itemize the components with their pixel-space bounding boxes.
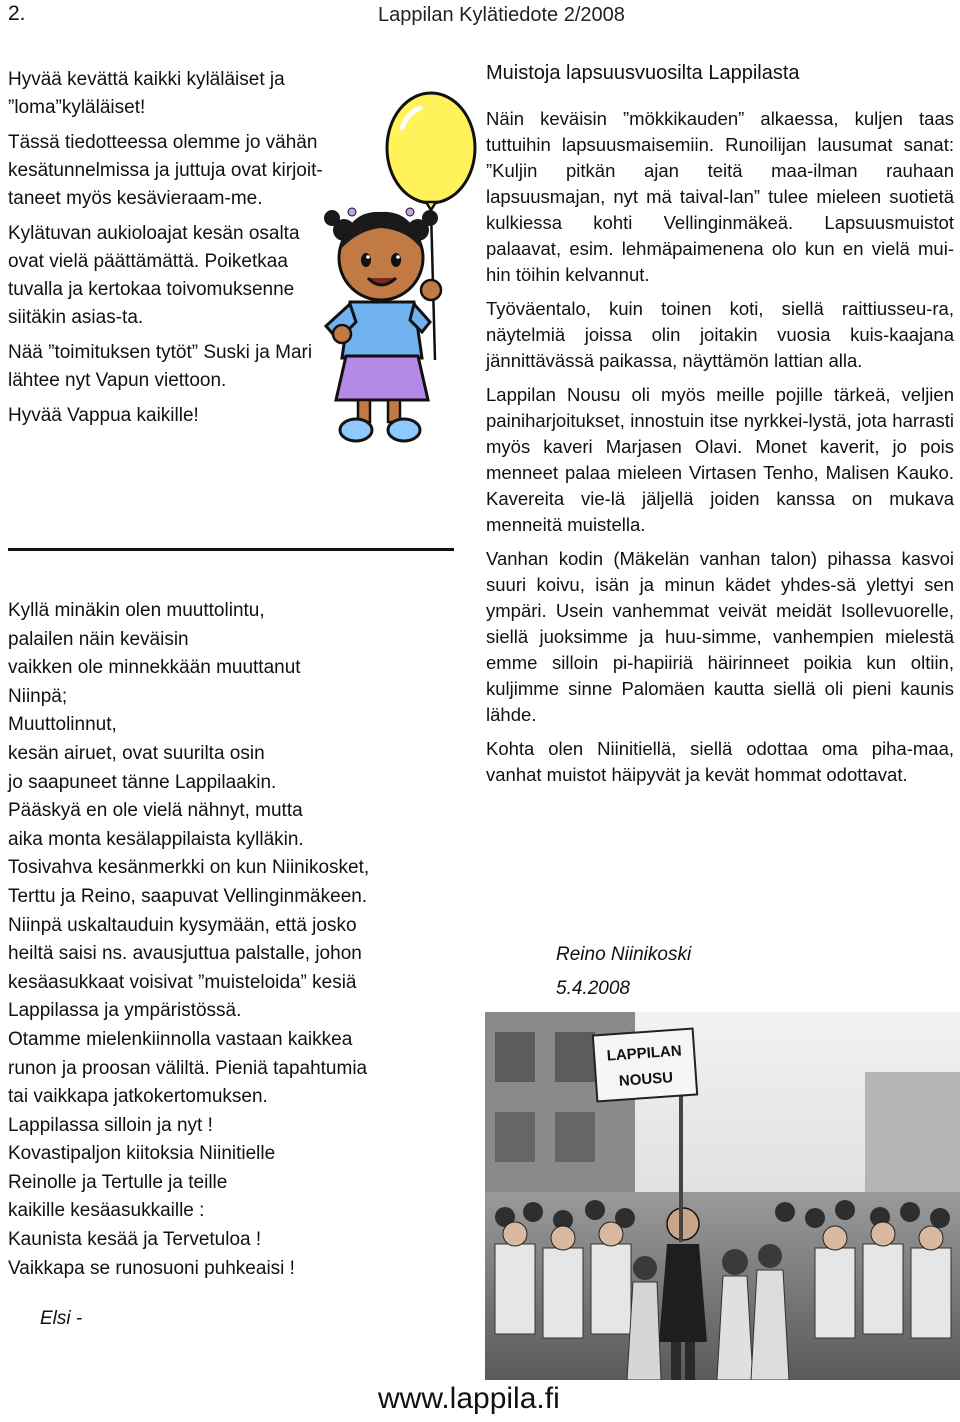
article-date: 5.4.2008 bbox=[556, 978, 630, 999]
poem-line: Muuttolinnut, bbox=[8, 714, 117, 736]
sign-text-line-1: LAPPILAN bbox=[606, 1042, 683, 1065]
poem-line: Kaunista kesää ja Tervetuloa ! bbox=[8, 1229, 262, 1251]
intro-paragraph-4: Hyvää Vappua kaikille! bbox=[8, 405, 199, 426]
poem-line: kaikille kesäasukkaille : bbox=[8, 1200, 205, 1222]
parade-photo bbox=[485, 1012, 960, 1380]
article-paragraph: Näin keväisin ”mökkikauden” alkaessa, kuljen taas tuttuihin lapsuusmaisemiin. Runoilijan lausumat sanat: ”Kuljin pitkän ajan teitä maa-ilman rauhaan lapsuusmajan, nyt mä taival-lan” tulee mieleen suotietä kulkiessa kohti Vellinginmäkeä. Lapsuusmuistot palaavat, esim. lehmäpaimenena olo kun en vielä mui-hin töihin kelvannut. bbox=[486, 108, 954, 285]
poem-line: vaikken ole minnekkään muuttanut bbox=[8, 657, 301, 679]
poem-line: Niinpä uskaltauduin kysymään, että josko bbox=[8, 914, 357, 936]
intro-paragraph-1: Tässä tiedotteessa olemme jo vähän kesätunnelmissa ja juttuja ovat kirjoit-taneet myös kesävieraam-me. bbox=[8, 132, 323, 209]
sign-text-line-2: NOUSU bbox=[618, 1069, 674, 1090]
article-author: Reino Niinikoski bbox=[556, 944, 692, 965]
article-byline bbox=[556, 938, 691, 1006]
poem-line: palailen näin keväisin bbox=[8, 628, 189, 650]
girl-with-balloon-illustration bbox=[318, 90, 480, 450]
poem-line: Pääskyä en ole vielä nähnyt, mutta bbox=[8, 800, 303, 822]
poem-line: Lappilassa silloin ja nyt ! bbox=[8, 1114, 213, 1136]
poem-section bbox=[8, 597, 458, 1283]
poem-line: kesän airuet, ovat suurilta osin bbox=[8, 742, 265, 764]
poem-line: Otamme mielenkiinnolla vastaan kaikkea bbox=[8, 1028, 353, 1050]
poem-line: Vaikkapa se runosuoni puhkeaisi ! bbox=[8, 1257, 295, 1279]
footer-url: www.lappila.fi bbox=[378, 1382, 560, 1415]
article-paragraph: Lappilan Nousu oli myös meille pojille tärkeä, veljien painiharjoitukset, innostuin itse nyrkkei-lystä, jota harrasti myös kaveri Marjasen Olavi. Monet kaverit, jo pois menneet palaa mieleen Virtasen Tenho, Malisen Kauko. Kavereita vie-lä jäljellä joiden kanssa on mukava menneitä muistella. bbox=[486, 384, 954, 535]
intro-section bbox=[8, 66, 338, 437]
poem-line: heiltä saisi ns. avausjuttua palstalle, johon bbox=[8, 943, 362, 965]
girl-icon bbox=[324, 208, 441, 441]
poem-line: Kyllä minäkin olen muuttolintu, bbox=[8, 600, 265, 621]
article-paragraph: Kohta olen Niinitiellä, siellä odottaa oma piha-maa, vanhat muistot häipyvät ja kevät hommat odottavat. bbox=[486, 738, 954, 785]
newsletter-title: Lappilan Kylätiedote 2/2008 bbox=[378, 4, 625, 26]
poem-line: Reinolle ja Tertulle ja teille bbox=[8, 1171, 228, 1193]
poem-line: aika monta kesälappilaista kylläkin. bbox=[8, 828, 304, 850]
poem-line: tai vaikkapa jatkokertomuksen. bbox=[8, 1086, 268, 1108]
poem-line: Terttu ja Reino, saapuvat Vellinginmäkeen. bbox=[8, 885, 368, 907]
intro-greeting: Hyvää kevättä kaikki kyläläiset ja ”loma”kyläläiset! bbox=[8, 69, 285, 118]
poem-line: kesäasukkaat voisivat ”muisteloida” kesiä bbox=[8, 971, 357, 993]
poem-line: Lappilassa ja ympäristössä. bbox=[8, 1000, 242, 1022]
intro-paragraph-3: Nää ”toimituksen tytöt” Suski ja Mari lähtee nyt Vapun viettoon. bbox=[8, 342, 313, 391]
poem-line: Tosivahva kesänmerkki on kun Niinikosket, bbox=[8, 857, 370, 879]
poem-line: runon ja proosan väliltä. Pieniä tapahtumia bbox=[8, 1057, 368, 1079]
poem-line: Niinpä; bbox=[8, 685, 68, 707]
poem-line: jo saapuneet tänne Lappilaakin. bbox=[8, 771, 277, 793]
article-paragraph: Vanhan kodin (Mäkelän vanhan talon) pihassa kasvoi suuri koivu, isän ja minun kädet yhdes-sä ylettyi sen ympäri. Usein vanhemmat veivät meidät Isollevuorelle, siellä juoksimme ja huu-simme, vanhempien mielestä emme silloin pi-hapiiriä häirinneet poikia kun oltiin, kuljimme sinne Palomäen kautta siellä oli pieni kaunis lähde. bbox=[486, 548, 954, 725]
article-paragraph: Työväentalo, kuin toinen koti, siellä raittiusseu-ra, näytelmiä joissa olin joitakin vuosia kuis-kaajana jännittävässä paikassa, näyttämön lattian alla. bbox=[486, 298, 954, 371]
article-title: Muistoja lapsuusvuosilta Lappilasta bbox=[486, 62, 800, 84]
page-number: 2. bbox=[8, 2, 26, 25]
article-section bbox=[486, 60, 954, 796]
section-divider bbox=[8, 548, 454, 551]
poem-signature: Elsi - bbox=[40, 1308, 83, 1329]
poem-line: Kovastipaljon kiitoksia Niinitielle bbox=[8, 1143, 276, 1165]
intro-paragraph-2: Kylätuvan aukioloajat kesän osalta ovat vielä päättämättä. Poiketkaa tuvalla ja kertokaa toivomuksenne siitäkin asias-ta. bbox=[8, 223, 300, 328]
